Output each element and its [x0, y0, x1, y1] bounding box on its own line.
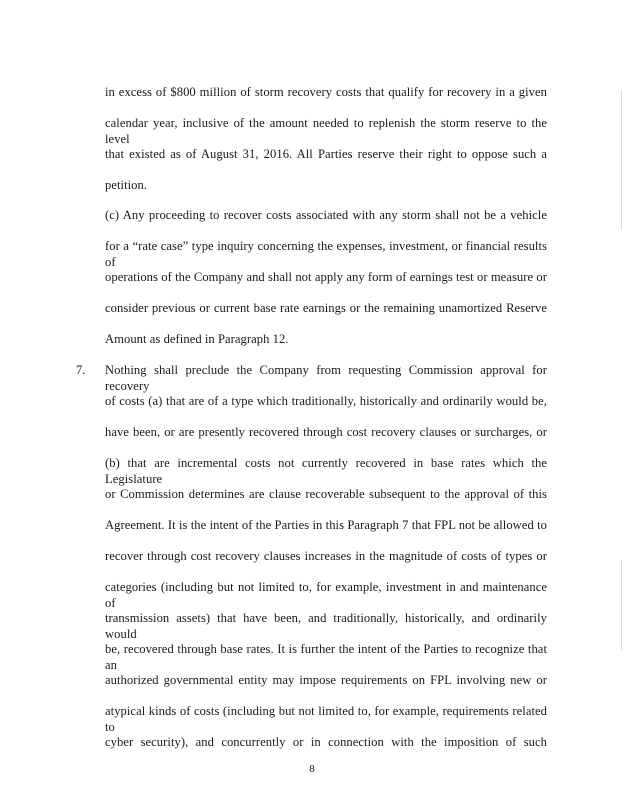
continuation-line-4: petition.: [105, 178, 148, 192]
continuation-line-3: that existed as of August 31, 2016. All Parties reserve their right to oppose such a: [105, 147, 547, 161]
subparagraph-c-line-3: operations of the Company and shall not apply any form of earnings test or measure or: [105, 270, 547, 284]
paragraph-7-line-1: Nothing shall preclude the Company from requesting Commission approval for recovery: [105, 363, 547, 393]
paragraph-7-line-11: authorized governmental entity may impose requirements on FPL involving new or: [105, 673, 547, 687]
paragraph-7-line-6: Agreement. It is the intent of the Parties in this Paragraph 7 that FPL not be allowed to: [105, 518, 547, 532]
paragraph-7-line-7: recover through cost recovery clauses increases in the magnitude of costs of types or: [105, 549, 547, 563]
subparagraph-c-line-4: consider previous or current base rate earnings or the remaining unamortized Reserve: [105, 301, 547, 315]
continuation-line-2: calendar year, inclusive of the amount needed to replenish the storm reserve to the level: [105, 116, 547, 146]
paragraph-7-number: 7.: [76, 363, 86, 377]
paragraph-7-line-10: be, recovered through base rates. It is further the intent of the Parties to recognize that an: [105, 642, 547, 672]
subparagraph-c-line-1: (c) Any proceeding to recover costs associated with any storm shall not be a vehicle: [105, 208, 547, 222]
paragraph-7-line-13: cyber security), and concurrently or in connection with the imposition of such: [105, 735, 547, 749]
paragraph-7-line-8: categories (including but not limited to, for example, investment in and maintenance of: [105, 580, 547, 610]
scan-edge-mark: [621, 560, 622, 650]
paragraph-7-line-5: or Commission determines are clause recoverable subsequent to the approval of this: [105, 487, 547, 501]
paragraph-7-line-12: atypical kinds of costs (including but not limited to, for example, requirements related to: [105, 704, 547, 734]
paragraph-7-line-3: have been, or are presently recovered through cost recovery clauses or surcharges, or: [105, 425, 547, 439]
paragraph-7-line-4: (b) that are incremental costs not currently recovered in base rates which the Legislature: [105, 456, 547, 486]
continuation-line-1: in excess of $800 million of storm recovery costs that qualify for recovery in a given: [105, 85, 547, 99]
paragraph-7-line-2: of costs (a) that are of a type which traditionally, historically and ordinarily would be,: [105, 394, 547, 408]
page-number: 8: [309, 763, 315, 775]
scan-edge-mark: [621, 90, 622, 230]
subparagraph-c-line-5: Amount as defined in Paragraph 12.: [105, 332, 289, 346]
subparagraph-c-line-2: for a “rate case” type inquiry concerning the expenses, investment, or financial results of: [105, 239, 547, 269]
paragraph-7-line-9: transmission assets) that have been, and traditionally, historically, and ordinarily would: [105, 611, 547, 641]
